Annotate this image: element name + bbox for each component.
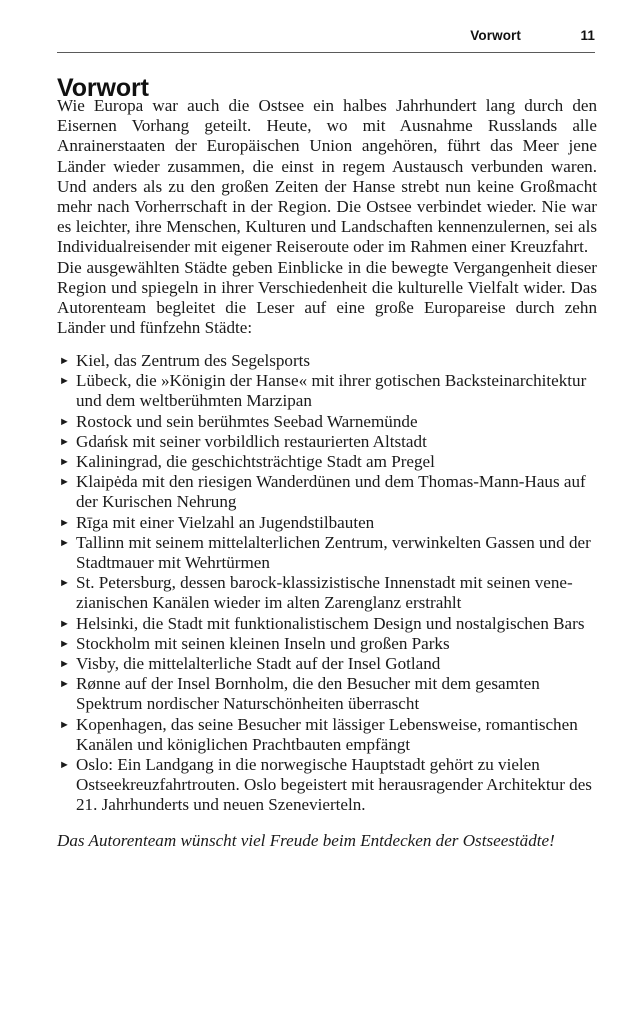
list-item [57,412,597,432]
triangle-right-bullet-icon: ► [59,658,70,671]
triangle-right-bullet-icon: ► [59,617,70,630]
list-item [57,513,597,533]
list-item-label: Helsinki, die Stadt mit funktionalistischem Design und nostalgischen Bars [76,613,585,633]
list-item-label: Stockholm mit seinen kleinen Inseln und großen Parks [76,633,450,653]
list-item [57,533,597,573]
list-item-label: Rostock und sein berühmtes Seebad Warnemünde [76,411,418,431]
body-text [57,96,597,338]
list-item-label: Visby, die mittelalterliche Stadt auf der Insel Gotland [76,654,441,674]
triangle-right-bullet-icon: ► [59,375,70,388]
triangle-right-bullet-icon: ► [59,415,70,428]
list-item-label: Kopenhagen, das seine Besucher mit lässiger Lebensweise, romantischen Kanälen und königlichen Prachtbauten empfängt [76,714,578,754]
list-item-label: Rīga mit einer Vielzahl an Jugendstilbauten [76,512,375,532]
list-item [57,452,597,472]
triangle-right-bullet-icon: ► [59,476,70,489]
list-item [57,351,597,371]
list-item [57,674,597,714]
list-item-label: Kiel, das Zentrum des Segelsports [76,351,311,370]
list-item [57,715,597,755]
list-item-label: Klaipėda mit den riesigen Wanderdünen und dem Thomas-Mann-Haus auf der Kurischen Nehrung [76,472,586,512]
list-item [57,634,597,654]
list-item-label: Oslo: Ein Landgang in die norwegische Hauptstadt gehört zu vielen Ostseekreuzfahrtrouten. Oslo begeistert mit herausragender Architektur des 21. Jahrhunderts und neuen Szenevierteln. [76,755,592,815]
triangle-right-bullet-icon: ► [59,637,70,650]
list-item [57,371,597,411]
list-item-label: St. Petersburg, dessen barock-klassizistische Innenstadt mit seinen venezianischen Kanälen wieder im alten Zarenglanz erstrahlt [76,573,573,613]
running-head-title: Vorwort [470,28,521,43]
triangle-right-bullet-icon: ► [59,355,70,367]
list-item [57,573,597,613]
list-item-label: Lübeck, die »Königin der Hanse« mit ihrer gotischen Backsteinarchitektur und dem weltberühmten Marzipan [76,371,587,411]
list-item [57,472,597,512]
page-title: Vorwort [57,73,149,102]
list-item-label: Rønne auf der Insel Bornholm, die den Besucher mit dem gesamten Spektrum nordischer Naturschönheiten überrascht [76,674,540,714]
triangle-right-bullet-icon: ► [59,759,70,772]
triangle-right-bullet-icon: ► [59,536,70,549]
paragraph-overview: Die ausgewählten Städte geben Einblicke in die bewegte Vergangenheit dieser Region und spiegeln in ihrer Verschiedenheit die kulturelle Vielfalt wider. Das Autorenteam begleitet die Leser auf eine große Europareise durch zehn Länder und fünfzehn Städte: [57,257,597,338]
running-head [57,28,595,43]
triangle-right-bullet-icon: ► [59,435,70,448]
list-item-label: Gdańsk mit seiner vorbildlich restaurierten Altstadt [76,431,427,451]
list-item [57,614,597,634]
triangle-right-bullet-icon: ► [59,678,70,691]
list-item-label: Tallinn mit seinem mittelalterlichen Zentrum, verwinkelten Gassen und der Stadtmauer mit Wehrtürmen [76,532,591,573]
header-divider [57,52,595,53]
list-item [57,654,597,674]
closing-statement: Das Autorenteam wünscht viel Freude beim Entdecken der Ostseestädte! [57,831,555,850]
city-list [57,351,597,816]
page-number: 11 [580,28,595,43]
triangle-right-bullet-icon: ► [59,577,70,590]
triangle-right-bullet-icon: ► [59,516,70,529]
list-item-label: Kaliningrad, die geschichtsträchtige Stadt am Pregel [76,452,435,472]
triangle-right-bullet-icon: ► [59,456,70,469]
paragraph-intro: Wie Europa war auch die Ostsee ein halbes Jahrhundert lang durch den Eisernen Vorhang geteilt. Heute, wo mit Ausnahme Russlands alle Anrainerstaaten der Europäischen Union angehören, führt das Meer jene Länder wieder zusammen, die einst in regem Austausch verbunden waren. Und anders als zu den großen Zeiten der Hanse strebt nun keine Großmacht mehr nach Vorherrschaft in der Region. Die Ostsee verbindet wieder. Nie war es leichter, ihre Menschen, Kulturen und Landschaften kennenzulernen, sei als Individualreisender mit eigener Reiseroute oder im Rahmen einer Kreuzfahrt. [57,96,597,257]
triangle-right-bullet-icon: ► [59,718,70,731]
list-item [57,432,597,452]
list-item [57,755,597,816]
